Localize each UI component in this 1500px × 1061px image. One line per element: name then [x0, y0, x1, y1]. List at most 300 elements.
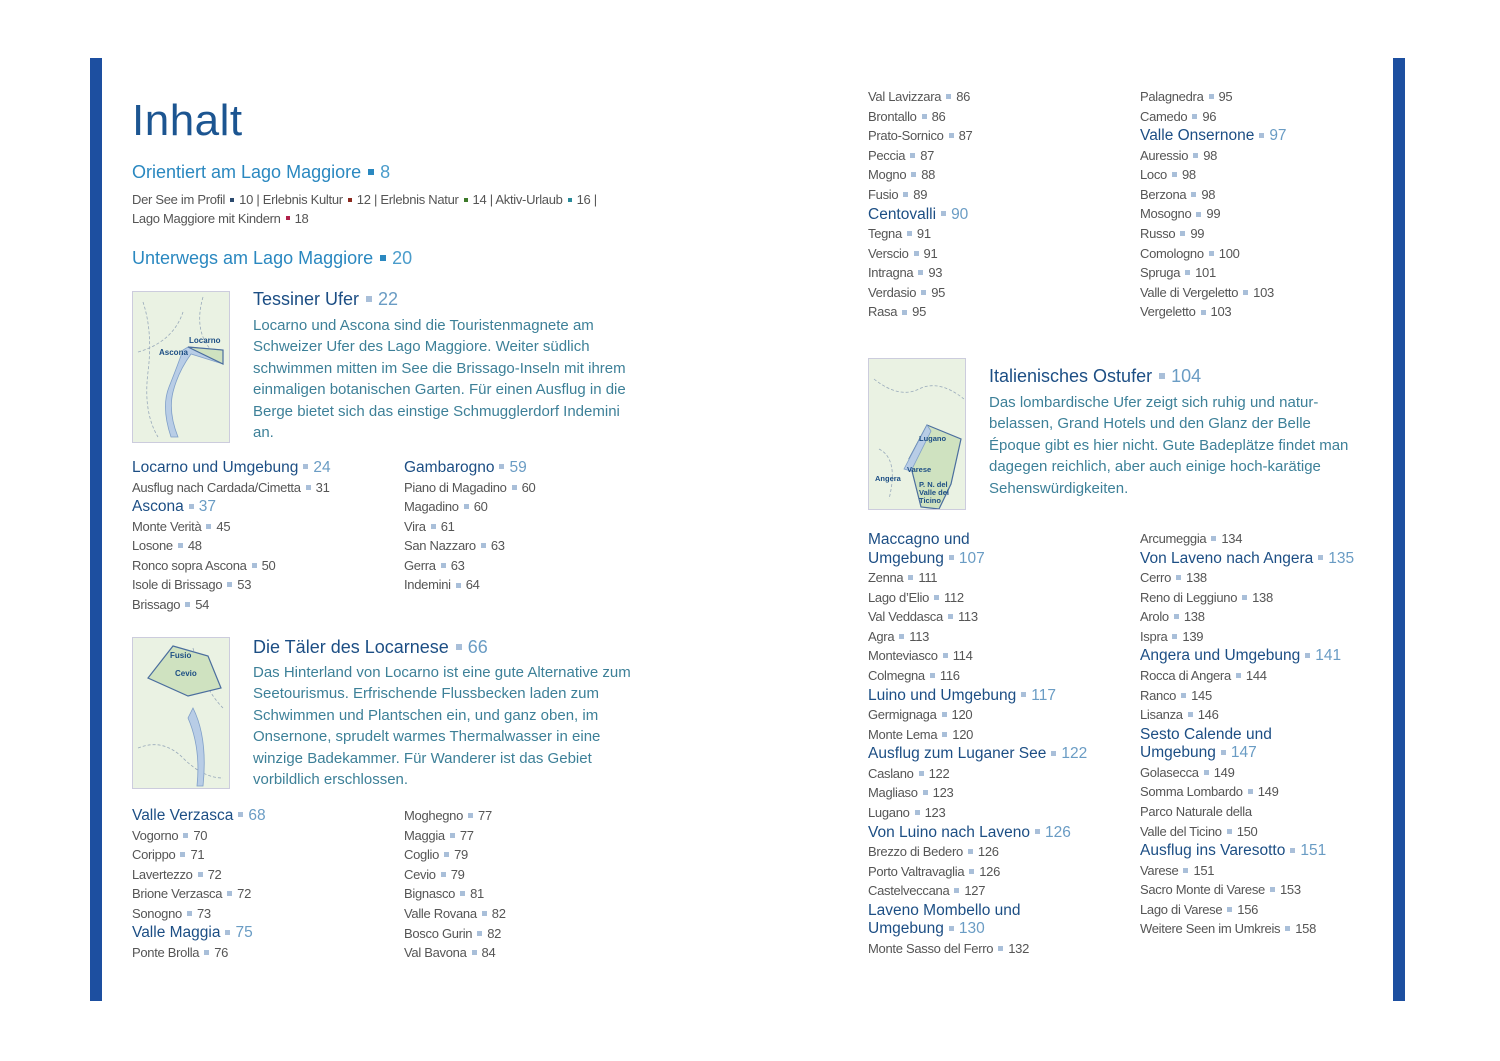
page-number: 71 [190, 847, 205, 863]
toc-list-right-top-a [868, 87, 1128, 322]
toc-entry[interactable] [868, 146, 1128, 166]
page-number: 122 [928, 765, 950, 781]
entry-label: Corippo [132, 847, 176, 863]
bullet-icon [1290, 848, 1295, 853]
toc-heading-entry[interactable] [868, 824, 1128, 843]
chapter-label[interactable]: Erlebnis Natur [380, 192, 459, 207]
page-number: 95 [931, 284, 946, 300]
page-number: 149 [1213, 764, 1235, 780]
toc-entry[interactable] [868, 87, 1128, 107]
bullet-icon [968, 849, 973, 854]
entry-label: Gambarogno [404, 459, 495, 476]
toc-entry[interactable] [404, 826, 664, 846]
bullet-icon [1035, 829, 1040, 834]
bullet-icon [1174, 614, 1179, 619]
toc-heading-entry[interactable] [1140, 842, 1400, 861]
toc-entry[interactable] [868, 705, 1128, 725]
toc-entry[interactable] [1140, 627, 1400, 647]
bullet-icon [477, 931, 482, 936]
toc-entry[interactable] [404, 884, 664, 904]
entry-label: Moghegno [404, 808, 464, 823]
page-number: 95 [1218, 89, 1233, 104]
entry-label: Val Veddasca [868, 609, 943, 625]
map-label: Locarno [189, 336, 221, 345]
region-description: Das lombardische Ufer zeigt sich ruhig und natur-belassen, Grand Hotels und den Glanz der Belle Époque gibt es hier nicht. Gute Badeplätze findet man dagegen reichlich, aber auch einige hoch-karätige Sehenswürdigkeiten. [989, 394, 1349, 497]
toc-heading-entry[interactable] [132, 924, 392, 943]
toc-entry[interactable] [868, 263, 1128, 283]
page-number: 84 [481, 945, 496, 961]
entry-label: Spruga [1140, 265, 1181, 281]
page-number: 91 [916, 226, 931, 242]
bullet-icon [915, 810, 920, 815]
entry-label: Intragna [868, 265, 914, 281]
toc-list-ostufer-b [1140, 529, 1400, 939]
toc-heading-entry[interactable] [868, 531, 1128, 568]
entry-label: Fusio [868, 186, 899, 202]
page-number: 8 [380, 162, 391, 182]
toc-entry[interactable] [868, 185, 1128, 205]
toc-list-tessin-b [404, 458, 664, 595]
bullet-icon [908, 575, 913, 580]
toc-entry[interactable] [1140, 666, 1400, 686]
page-number: 113 [957, 609, 978, 625]
toc-heading-entry[interactable] [868, 902, 1128, 939]
bullet-icon [914, 251, 919, 256]
bullet-icon [1181, 693, 1186, 698]
toc-heading-entry[interactable] [132, 807, 392, 826]
section-orientiert[interactable] [132, 162, 390, 183]
bullet-icon [431, 524, 436, 529]
bullet-icon [949, 555, 954, 560]
bullet-icon [499, 464, 504, 469]
entry-label: Castelveccana [868, 883, 950, 899]
page-number: 151 [1300, 842, 1327, 860]
toc-heading-entry[interactable] [1140, 647, 1400, 666]
toc-entry[interactable] [1140, 283, 1400, 303]
bullet-icon [206, 524, 211, 529]
bullet-icon [1172, 172, 1177, 177]
entry-label: Brissago [132, 596, 181, 612]
page-number: 153 [1279, 882, 1301, 898]
bullet-icon [1191, 192, 1196, 197]
entry-label: Verscio [868, 245, 909, 261]
bullet-icon [1227, 907, 1232, 912]
toc-entry[interactable] [1140, 880, 1400, 900]
page-number: 20 [392, 248, 413, 268]
entry-label: Monte Lema [868, 726, 938, 742]
page-number: 99 [1190, 226, 1205, 242]
page-number: 90 [951, 205, 969, 223]
bullet-icon [1211, 536, 1216, 541]
toc-entry[interactable] [404, 517, 664, 537]
entry-label: Comologno [1140, 245, 1204, 261]
page-number: 95 [912, 304, 927, 320]
page-number: 107 [958, 549, 985, 567]
page-number: 135 [1328, 549, 1355, 567]
bullet-icon [1188, 712, 1193, 717]
toc-entry[interactable] [404, 806, 664, 826]
bullet-icon [1201, 310, 1206, 315]
entry-label: Lago di Varese [1140, 901, 1223, 917]
bullet-icon [946, 94, 951, 99]
toc-entry[interactable] [868, 646, 1128, 666]
page-number: 87 [958, 128, 973, 144]
toc-entry[interactable] [404, 943, 664, 963]
toc-entry[interactable] [1140, 302, 1400, 322]
bullet-icon [348, 198, 352, 202]
bullet-icon [1021, 692, 1026, 697]
toc-entry[interactable] [868, 283, 1128, 303]
toc-heading-entry[interactable] [1140, 550, 1400, 569]
entry-label: Ausflug zum Luganer See [868, 745, 1047, 763]
toc-entry[interactable] [868, 842, 1128, 862]
page-number: 100 [1218, 245, 1240, 261]
page-number: 114 [952, 648, 973, 664]
toc-entry[interactable] [868, 302, 1128, 322]
page-number: 14 [472, 192, 487, 207]
toc-entry[interactable] [1140, 185, 1400, 205]
bullet-icon [899, 634, 904, 639]
toc-entry[interactable] [1140, 919, 1400, 939]
page-number: 145 [1191, 687, 1212, 703]
toc-entry[interactable] [1140, 146, 1400, 166]
page-number: 126 [977, 844, 999, 860]
entry-label: Valle di Vergeletto [1140, 284, 1239, 300]
toc-entry[interactable] [132, 904, 392, 924]
bullet-icon [943, 653, 948, 658]
bullet-icon [450, 833, 455, 838]
chapter-label[interactable]: Erlebnis Kultur [262, 192, 343, 207]
entry-label: Monte Sasso del Ferro [868, 940, 994, 956]
entry-label: Vira [404, 518, 426, 534]
left-page-edge-bar [90, 58, 102, 1001]
toc-entry[interactable] [132, 865, 392, 885]
toc-entry[interactable] [132, 575, 392, 595]
toc-entry[interactable] [132, 943, 392, 963]
region-title-italienisches-ostufer[interactable] [989, 366, 1201, 387]
bullet-icon [910, 153, 915, 158]
toc-entry[interactable] [868, 783, 1128, 803]
page-number: 96 [1202, 108, 1217, 124]
toc-heading-entry[interactable] [1140, 127, 1400, 146]
page-number: 63 [490, 538, 505, 554]
entry-label: Maggia [404, 827, 445, 843]
toc-entry[interactable] [868, 939, 1128, 959]
toc-heading-entry[interactable] [868, 687, 1128, 706]
bullet-icon [1305, 653, 1310, 658]
bullet-icon [1172, 634, 1177, 639]
bullet-icon [902, 310, 907, 315]
chapter-label[interactable]: Aktiv-Urlaub [495, 192, 563, 207]
toc-entry[interactable] [868, 107, 1128, 127]
toc-entry[interactable] [1140, 107, 1400, 127]
page-number: 59 [509, 459, 527, 476]
map-label: Ascona [159, 348, 188, 357]
page-number: 98 [1203, 147, 1218, 163]
page-number: 82 [491, 905, 506, 921]
section-unterwegs[interactable] [132, 248, 412, 269]
toc-entry[interactable] [1140, 705, 1400, 725]
page-number: 66 [467, 637, 488, 657]
bullet-icon [949, 133, 954, 138]
toc-entry[interactable] [132, 556, 392, 576]
toc-entry[interactable] [868, 725, 1128, 745]
toc-entry[interactable] [868, 764, 1128, 784]
toc-entry[interactable] [404, 865, 664, 885]
region-title-tessiner-ufer[interactable] [253, 289, 398, 310]
toc-entry[interactable] [1140, 244, 1400, 264]
page-number: 138 [1183, 609, 1205, 625]
page-number: 53 [237, 577, 252, 593]
entry-label: Monteviasco [868, 648, 938, 664]
toc-entry[interactable] [1140, 686, 1400, 706]
page-number: 63 [450, 557, 465, 573]
toc-entry[interactable] [1140, 607, 1400, 627]
bullet-icon [907, 231, 912, 236]
entry-label: Magadino [404, 499, 459, 515]
entry-label: Porto Valtravaglia [868, 863, 965, 879]
region-description: Das Hinterland von Locarno ist eine gute Alternative zum Seetourismus. Erfrischende Flussbecken laden zum Schwimmen und Plantschen ein, und ganz oben, im Onsernone, sprudelt warmes Thermalwasser in eine winzige Badekammer. Für Wanderer ist das Gebiet vorbildlich erschlossen. [253, 664, 631, 789]
page-number: 120 [951, 707, 973, 723]
entry-label: Magliaso [868, 785, 918, 801]
toc-entry[interactable] [404, 478, 664, 498]
bullet-icon [934, 595, 939, 600]
bullet-icon [998, 946, 1003, 951]
entry-label: Brezzo di Bedero [868, 844, 963, 860]
entry-label: Rocca di Angera [1140, 667, 1231, 683]
page-number: 104 [1171, 366, 1202, 386]
bullet-icon [303, 464, 308, 469]
region-label: Italienisches Ostufer [989, 366, 1153, 386]
page-number: 77 [478, 808, 492, 823]
page-number: 123 [924, 804, 946, 820]
page-number: 147 [1230, 744, 1257, 762]
entry-label: Brione Verzasca [132, 886, 223, 902]
entry-label: Ascona [132, 498, 184, 516]
bullet-icon [183, 833, 188, 838]
toc-entry[interactable] [404, 924, 664, 944]
map-label-park: P. N. del Valle del Ticino [919, 480, 950, 505]
page-number: 72 [207, 866, 222, 882]
toc-entry[interactable] [1140, 165, 1400, 185]
toc-entry[interactable] [1140, 782, 1400, 802]
toc-entry[interactable] [868, 881, 1128, 901]
toc-entry[interactable] [132, 517, 392, 537]
page-number: 123 [932, 785, 954, 801]
region-title-taeler-locarnese[interactable] [253, 637, 488, 658]
bullet-icon [482, 911, 487, 916]
bullet-icon [512, 485, 517, 490]
bullet-icon [948, 614, 953, 619]
page-number: 61 [440, 518, 455, 534]
page-number: 60 [473, 499, 488, 515]
toc-entry[interactable] [1140, 568, 1400, 588]
toc-entry[interactable] [132, 884, 392, 904]
map-label: Varese [907, 465, 932, 474]
toc-entry[interactable] [868, 568, 1128, 588]
toc-entry[interactable] [1140, 263, 1400, 283]
toc-entry[interactable] [868, 666, 1128, 686]
toc-entry[interactable] [868, 224, 1128, 244]
entry-label: Somma Lombardo [1140, 784, 1243, 800]
toc-entry[interactable] [1140, 763, 1400, 783]
toc-entry[interactable] [404, 904, 664, 924]
bullet-icon [941, 211, 946, 216]
toc-entry[interactable] [868, 862, 1128, 882]
toc-entry[interactable] [132, 536, 392, 556]
entry-label: Rasa [868, 304, 898, 320]
toc-entry[interactable] [868, 165, 1128, 185]
bullet-icon [472, 950, 477, 955]
entry-label: Russo [1140, 226, 1176, 242]
toc-entry[interactable] [1140, 861, 1400, 881]
page-number: 103 [1210, 304, 1232, 320]
bullet-icon [225, 930, 230, 935]
entry-label: Peccia [868, 147, 906, 163]
bullet-icon [1259, 133, 1264, 138]
page-number: 88 [921, 167, 936, 183]
page-number: 79 [454, 847, 468, 863]
entry-label: Losone [132, 538, 173, 554]
bullet-icon [911, 172, 916, 177]
bullet-icon [464, 198, 468, 202]
page-number: 103 [1253, 284, 1274, 300]
toc-heading-entry[interactable] [868, 206, 1128, 225]
entry-label: Ranco [1140, 687, 1177, 703]
bullet-icon [252, 563, 257, 568]
entry-label: Tegna [868, 226, 902, 242]
page-title: Inhalt [132, 96, 243, 145]
bullet-icon [903, 192, 908, 197]
entry-label: Bignasco [404, 886, 456, 902]
page-number: 138 [1252, 589, 1273, 605]
toc-entry[interactable] [868, 803, 1128, 823]
toc-entry[interactable] [1140, 588, 1400, 608]
toc-entry[interactable] [132, 595, 392, 615]
entry-label: Ausflug ins Varesotto [1140, 842, 1286, 860]
entry-label: Sesto Calende und Umgebung [1140, 725, 1272, 762]
toc-heading-entry[interactable] [1140, 726, 1400, 763]
toc-heading-entry[interactable] [868, 745, 1128, 764]
entry-label: Val Lavizzara [868, 89, 942, 104]
toc-entry[interactable] [868, 588, 1128, 608]
entry-label: Lugano [868, 804, 910, 820]
page-number: 139 [1182, 628, 1204, 644]
entry-label: Bosco Gurin [404, 925, 473, 941]
toc-entry[interactable] [404, 556, 664, 576]
toc-list-right-top-b [1140, 87, 1400, 322]
toc-entry[interactable] [868, 244, 1128, 264]
toc-entry[interactable] [404, 497, 664, 517]
toc-entry[interactable] [404, 575, 664, 595]
entry-label: Val Bavona [404, 945, 467, 961]
page-number: 48 [187, 538, 202, 554]
bullet-icon [306, 485, 311, 490]
bullet-icon [441, 563, 446, 568]
bullet-icon [1176, 575, 1181, 580]
toc-entry[interactable] [1140, 204, 1400, 224]
toc-entry[interactable] [404, 845, 664, 865]
page-number: 89 [913, 186, 928, 202]
toc-list-taeler-b [404, 806, 664, 963]
region-label: Tessiner Ufer [253, 289, 360, 309]
toc-entry[interactable] [868, 607, 1128, 627]
toc-heading-entry[interactable] [132, 498, 392, 517]
entry-label: Palagnedra [1140, 89, 1204, 104]
page-number: 72 [237, 886, 252, 902]
bullet-icon [942, 712, 947, 717]
entry-label: Sacro Monte di Varese [1140, 882, 1265, 898]
bullet-icon [444, 852, 449, 857]
page-number: 79 [450, 866, 465, 882]
entry-label: Lago d’Elio [868, 589, 930, 605]
bullet-icon [460, 891, 465, 896]
region-label: Die Täler des Locarnese [253, 637, 449, 657]
toc-entry[interactable] [132, 826, 392, 846]
page-number: 156 [1237, 901, 1259, 917]
page-number: 12 [356, 192, 371, 207]
toc-heading-entry[interactable] [404, 459, 664, 478]
bullet-icon [1209, 251, 1214, 256]
bullet-icon [1180, 231, 1185, 236]
toc-entry[interactable] [404, 536, 664, 556]
entry-label: Auressio [1140, 147, 1189, 163]
toc-entry[interactable] [1140, 900, 1400, 920]
section-label: Orientiert am Lago Maggiore [132, 162, 362, 182]
entry-label: Parco Naturale della Valle del Ticino [1140, 803, 1252, 839]
bullet-icon [230, 198, 234, 202]
entry-label: Locarno und Umgebung [132, 459, 299, 476]
region-description: Locarno und Ascona sind die Touristenmagnete am Schweizer Ufer des Lago Maggiore. Weiter südlich schwimmen mitten im See die Brissago-Inseln mit ihrem einmaligen botanischen Garten. Für einen Ausflug in die Berge bietet sich das einstige Schmugglerdorf Indemini an. [253, 317, 626, 442]
entry-label: Camedo [1140, 108, 1188, 124]
toc-entry[interactable] [1140, 224, 1400, 244]
entry-label: Zenna [868, 570, 904, 585]
chapter-label[interactable]: Lago Maggiore mit Kindern [132, 210, 281, 226]
entry-label: Monte Verità [132, 518, 202, 534]
bullet-icon [1185, 270, 1190, 275]
bullet-icon [568, 198, 572, 202]
page-number: 127 [964, 883, 986, 899]
toc-entry[interactable] [1140, 802, 1400, 841]
page-number: 134 [1221, 531, 1243, 546]
entry-label: Isole di Brissago [132, 577, 223, 593]
bullet-icon [921, 290, 926, 295]
bullet-icon [969, 869, 974, 874]
entry-label: Brontallo [868, 108, 917, 124]
toc-entry[interactable] [1140, 87, 1400, 107]
toc-entry[interactable] [1140, 529, 1400, 549]
page-number: 91 [923, 245, 938, 261]
toc-entry[interactable] [132, 478, 392, 498]
toc-entry[interactable] [868, 126, 1128, 146]
bullet-icon [189, 504, 194, 509]
page-number: 111 [918, 570, 938, 585]
page-number: 116 [939, 667, 960, 683]
page-number: 98 [1182, 167, 1196, 183]
chapter-label[interactable]: Der See im Profil [132, 192, 226, 207]
entry-label: Valle Rovana [404, 905, 477, 921]
toc-entry[interactable] [132, 845, 392, 865]
toc-entry[interactable] [868, 627, 1128, 647]
bullet-icon [368, 169, 374, 175]
entry-label: Coglio [404, 847, 440, 863]
bullet-icon [1183, 868, 1188, 873]
entry-label: Loco [1140, 167, 1167, 183]
page-number: 81 [470, 886, 484, 902]
toc-heading-entry[interactable] [132, 459, 392, 478]
entry-label: Berzona [1140, 186, 1187, 202]
entry-label: Mogno [868, 167, 907, 183]
